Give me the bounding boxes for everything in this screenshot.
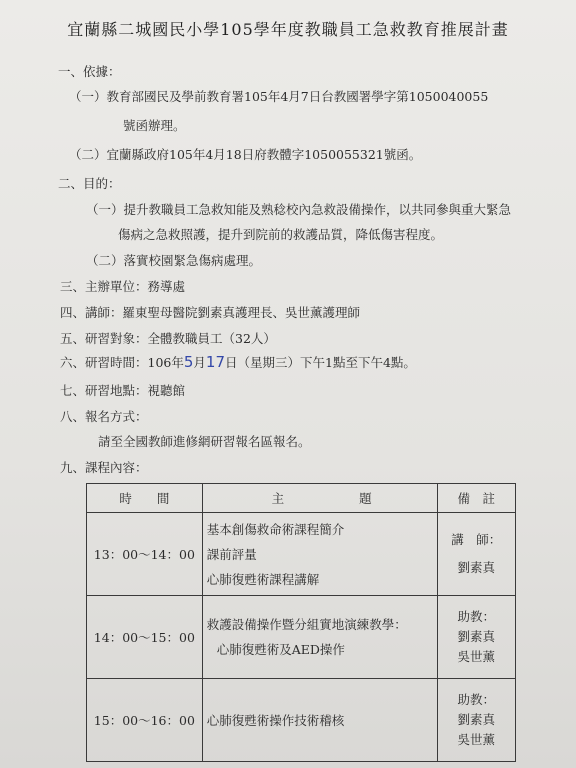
time-suffix: 日（星期三）下午1點至下午4點。 — [225, 355, 416, 370]
table-header-row — [87, 484, 516, 513]
row-notes — [437, 596, 515, 679]
purpose-item-2: （二）落實校園緊急傷病處理。 — [86, 253, 262, 268]
topic-line: 心肺復甦術課程講解 — [206, 571, 320, 587]
table-row — [87, 513, 516, 596]
topic-line: 救護設備操作暨分組實地演練教學： — [206, 617, 407, 632]
page-title: 宜蘭縣二城國民小學105學年度教職員工急救教育推展計畫 — [67, 20, 509, 39]
signup-body: 請至全國教師進修網研習報名區報名。 — [98, 434, 311, 449]
venue-line: 七、研習地點：視聽館 — [60, 383, 186, 398]
topic-line: 基本創傷救命術課程簡介 — [206, 521, 345, 537]
note-line: 講 師： — [451, 532, 502, 547]
row-notes — [437, 679, 515, 762]
topic-line: 心肺復甦術及AED操作 — [216, 642, 345, 657]
note-line: 劉素真 — [457, 560, 496, 575]
note-line: 助教： — [457, 692, 496, 707]
time-prefix: 六、研習時間：106年 — [60, 355, 184, 370]
purpose-heading: 二、目的： — [58, 176, 121, 191]
basis-item-1: （一）教育部國民及學前教育署105年4月7日台教國署學字第1050040055 — [69, 89, 489, 104]
basis-heading: 一、依據： — [58, 64, 121, 79]
note-line: 劉素真 — [457, 629, 496, 644]
row-topics — [202, 596, 437, 679]
organizer-line: 三、主辦單位：務導處 — [60, 279, 186, 294]
row-topics — [202, 679, 437, 762]
note-line: 吳世薰 — [457, 732, 496, 747]
note-line: 劉素真 — [457, 712, 496, 727]
schedule-table — [86, 483, 516, 762]
purpose-item-1: （一）提升教職員工急救知能及熟稔校內急救設備操作，以共同參與重大緊急 — [86, 202, 512, 217]
topic-line: 心肺復甦術操作技術稽核 — [206, 712, 345, 728]
basis-item-1-cont: 號函辦理。 — [123, 118, 186, 133]
row-time: 13：00～14：00 — [87, 513, 203, 596]
header-note: 備 註 — [437, 484, 515, 513]
row-topics — [202, 513, 437, 596]
table-row — [87, 679, 516, 762]
note-line: 吳世薰 — [457, 649, 496, 664]
signup-heading: 八、報名方式： — [60, 409, 148, 424]
row-notes — [437, 513, 515, 596]
row-time: 14：00～15：00 — [87, 596, 203, 679]
handwritten-day: 17 — [205, 353, 226, 371]
topic-line: 課前評量 — [206, 546, 257, 562]
handwritten-month: 5 — [183, 353, 194, 371]
course-heading: 九、課程內容： — [60, 460, 148, 475]
header-time: 時 間 — [87, 484, 203, 513]
basis-item-2: （二）宜蘭縣政府105年4月18日府教體字1050055321號函。 — [69, 147, 422, 162]
audience-line: 五、研習對象：全體教職員工（32人） — [60, 331, 276, 346]
time-line — [60, 353, 416, 371]
note-line: 助教： — [457, 609, 496, 624]
purpose-item-1-cont: 傷病之急救照護，提升到院前的救護品質，降低傷害程度。 — [118, 227, 444, 242]
lecturer-line: 四、講師：羅東聖母醫院劉素真護理長、吳世薰護理師 — [60, 305, 361, 320]
header-topic: 主 題 — [202, 484, 437, 513]
row-time: 15：00～16：00 — [87, 679, 203, 762]
table-row — [87, 596, 516, 679]
time-month-label: 月 — [193, 355, 206, 370]
